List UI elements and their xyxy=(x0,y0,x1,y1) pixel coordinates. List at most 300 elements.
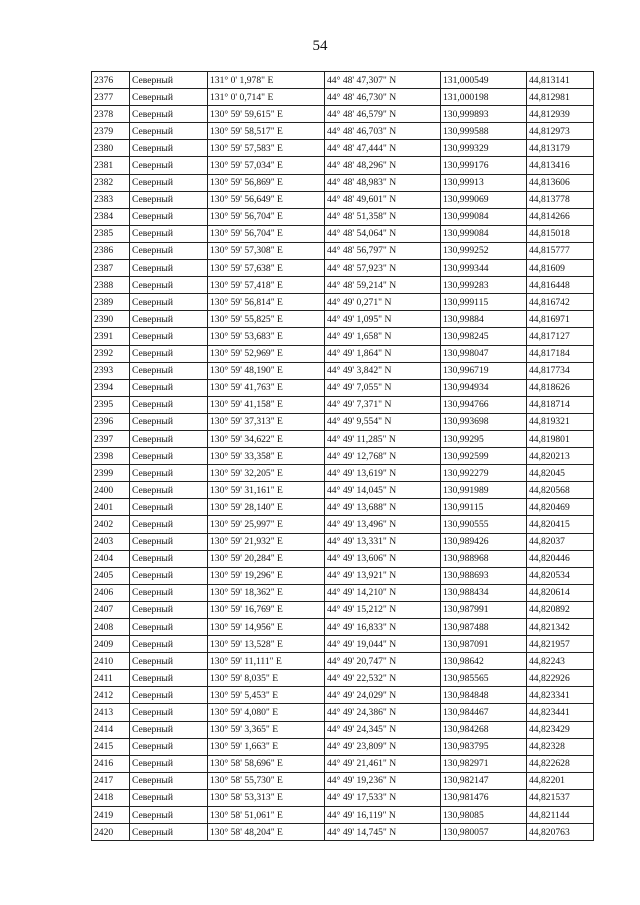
table-row xyxy=(92,123,594,140)
latitude-decimal-cell: 44,813141 xyxy=(527,72,594,89)
longitude-dms-cell: 130° 59' 57,308" E xyxy=(208,242,325,259)
longitude-dms-cell: 130° 59' 55,825" E xyxy=(208,311,325,328)
point-number-cell: 2398 xyxy=(92,448,130,465)
side-cell: Северный xyxy=(130,687,208,704)
side-cell: Северный xyxy=(130,294,208,311)
side-cell: Северный xyxy=(130,225,208,242)
table-row xyxy=(92,824,594,841)
table-row xyxy=(92,430,594,447)
longitude-decimal-cell: 130,985565 xyxy=(441,670,527,687)
longitude-decimal-cell: 130,99913 xyxy=(441,174,527,191)
latitude-dms-cell: 44° 49' 16,833" N xyxy=(325,619,441,636)
latitude-decimal-cell: 44,820763 xyxy=(527,824,594,841)
table-row xyxy=(92,516,594,533)
latitude-decimal-cell: 44,82037 xyxy=(527,533,594,550)
side-cell: Северный xyxy=(130,260,208,277)
point-number-cell: 2399 xyxy=(92,465,130,482)
latitude-decimal-cell: 44,820568 xyxy=(527,482,594,499)
side-cell: Северный xyxy=(130,311,208,328)
table-row xyxy=(92,413,594,430)
side-cell: Северный xyxy=(130,619,208,636)
longitude-decimal-cell: 130,999329 xyxy=(441,140,527,157)
table-row xyxy=(92,482,594,499)
longitude-decimal-cell: 130,984268 xyxy=(441,721,527,738)
longitude-decimal-cell: 130,988693 xyxy=(441,567,527,584)
side-cell: Северный xyxy=(130,191,208,208)
longitude-dms-cell: 130° 59' 56,869" E xyxy=(208,174,325,191)
point-number-cell: 2408 xyxy=(92,619,130,636)
latitude-dms-cell: 44° 48' 47,444" N xyxy=(325,140,441,157)
table-row xyxy=(92,738,594,755)
longitude-decimal-cell: 130,998245 xyxy=(441,328,527,345)
point-number-cell: 2404 xyxy=(92,550,130,567)
side-cell: Северный xyxy=(130,584,208,601)
table-row xyxy=(92,328,594,345)
table-row xyxy=(92,242,594,259)
point-number-cell: 2392 xyxy=(92,345,130,362)
longitude-dms-cell: 130° 59' 16,769" E xyxy=(208,601,325,618)
longitude-decimal-cell: 130,987488 xyxy=(441,619,527,636)
point-number-cell: 2376 xyxy=(92,72,130,89)
table-row xyxy=(92,89,594,106)
latitude-dms-cell: 44° 49' 13,921" N xyxy=(325,567,441,584)
longitude-dms-cell: 130° 59' 20,284" E xyxy=(208,550,325,567)
latitude-decimal-cell: 44,821957 xyxy=(527,636,594,653)
side-cell: Северный xyxy=(130,567,208,584)
latitude-dms-cell: 44° 48' 46,703" N xyxy=(325,123,441,140)
table-row xyxy=(92,533,594,550)
latitude-decimal-cell: 44,818626 xyxy=(527,379,594,396)
longitude-decimal-cell: 130,999069 xyxy=(441,191,527,208)
table-row xyxy=(92,72,594,89)
table-row xyxy=(92,294,594,311)
latitude-decimal-cell: 44,82045 xyxy=(527,465,594,482)
longitude-decimal-cell: 130,999344 xyxy=(441,260,527,277)
latitude-dms-cell: 44° 49' 1,864" N xyxy=(325,345,441,362)
latitude-dms-cell: 44° 48' 46,579" N xyxy=(325,106,441,123)
latitude-dms-cell: 44° 49' 17,533" N xyxy=(325,789,441,806)
longitude-dms-cell: 130° 59' 21,932" E xyxy=(208,533,325,550)
latitude-decimal-cell: 44,823429 xyxy=(527,721,594,738)
coordinates-table xyxy=(91,71,594,841)
table-row xyxy=(92,670,594,687)
point-number-cell: 2395 xyxy=(92,396,130,413)
point-number-cell: 2390 xyxy=(92,311,130,328)
table-row xyxy=(92,225,594,242)
latitude-decimal-cell: 44,818714 xyxy=(527,396,594,413)
point-number-cell: 2401 xyxy=(92,499,130,516)
side-cell: Северный xyxy=(130,824,208,841)
latitude-decimal-cell: 44,817734 xyxy=(527,362,594,379)
latitude-decimal-cell: 44,815018 xyxy=(527,225,594,242)
latitude-decimal-cell: 44,81609 xyxy=(527,260,594,277)
latitude-dms-cell: 44° 49' 7,371" N xyxy=(325,396,441,413)
longitude-dms-cell: 130° 59' 3,365" E xyxy=(208,721,325,738)
side-cell: Северный xyxy=(130,140,208,157)
table-row xyxy=(92,157,594,174)
table-row xyxy=(92,755,594,772)
latitude-decimal-cell: 44,814266 xyxy=(527,208,594,225)
longitude-dms-cell: 130° 59' 58,517" E xyxy=(208,123,325,140)
latitude-dms-cell: 44° 48' 59,214" N xyxy=(325,277,441,294)
longitude-dms-cell: 130° 59' 1,663" E xyxy=(208,738,325,755)
longitude-dms-cell: 130° 59' 56,814" E xyxy=(208,294,325,311)
table-row xyxy=(92,174,594,191)
longitude-decimal-cell: 130,999283 xyxy=(441,277,527,294)
longitude-dms-cell: 130° 59' 37,313" E xyxy=(208,413,325,430)
longitude-dms-cell: 130° 59' 57,583" E xyxy=(208,140,325,157)
table-row xyxy=(92,106,594,123)
longitude-dms-cell: 130° 58' 58,696" E xyxy=(208,755,325,772)
longitude-decimal-cell: 130,999115 xyxy=(441,294,527,311)
side-cell: Северный xyxy=(130,670,208,687)
latitude-decimal-cell: 44,813179 xyxy=(527,140,594,157)
longitude-dms-cell: 130° 59' 33,358" E xyxy=(208,448,325,465)
side-cell: Северный xyxy=(130,636,208,653)
longitude-dms-cell: 130° 59' 41,158" E xyxy=(208,396,325,413)
longitude-dms-cell: 130° 59' 41,763" E xyxy=(208,379,325,396)
latitude-decimal-cell: 44,813606 xyxy=(527,174,594,191)
latitude-dms-cell: 44° 49' 12,768" N xyxy=(325,448,441,465)
table-row xyxy=(92,499,594,516)
point-number-cell: 2382 xyxy=(92,174,130,191)
longitude-dms-cell: 130° 59' 57,638" E xyxy=(208,260,325,277)
latitude-dms-cell: 44° 48' 56,797" N xyxy=(325,242,441,259)
table-row xyxy=(92,772,594,789)
side-cell: Северный xyxy=(130,807,208,824)
side-cell: Северный xyxy=(130,396,208,413)
latitude-decimal-cell: 44,823441 xyxy=(527,704,594,721)
longitude-decimal-cell: 130,999084 xyxy=(441,208,527,225)
side-cell: Северный xyxy=(130,362,208,379)
longitude-dms-cell: 130° 58' 53,313" E xyxy=(208,789,325,806)
point-number-cell: 2416 xyxy=(92,755,130,772)
longitude-decimal-cell: 130,984467 xyxy=(441,704,527,721)
latitude-decimal-cell: 44,82243 xyxy=(527,653,594,670)
longitude-dms-cell: 130° 59' 57,034" E xyxy=(208,157,325,174)
side-cell: Северный xyxy=(130,465,208,482)
side-cell: Северный xyxy=(130,516,208,533)
longitude-decimal-cell: 130,99295 xyxy=(441,430,527,447)
side-cell: Северный xyxy=(130,89,208,106)
table-row xyxy=(92,362,594,379)
longitude-decimal-cell: 130,999252 xyxy=(441,242,527,259)
table-row xyxy=(92,208,594,225)
point-number-cell: 2403 xyxy=(92,533,130,550)
longitude-decimal-cell: 130,98642 xyxy=(441,653,527,670)
side-cell: Северный xyxy=(130,789,208,806)
point-number-cell: 2414 xyxy=(92,721,130,738)
latitude-decimal-cell: 44,819801 xyxy=(527,430,594,447)
longitude-decimal-cell: 130,98085 xyxy=(441,807,527,824)
longitude-dms-cell: 130° 58' 48,204" E xyxy=(208,824,325,841)
latitude-dms-cell: 44° 49' 11,285" N xyxy=(325,430,441,447)
side-cell: Северный xyxy=(130,277,208,294)
longitude-decimal-cell: 130,983795 xyxy=(441,738,527,755)
side-cell: Северный xyxy=(130,499,208,516)
point-number-cell: 2385 xyxy=(92,225,130,242)
longitude-decimal-cell: 130,998047 xyxy=(441,345,527,362)
point-number-cell: 2394 xyxy=(92,379,130,396)
latitude-decimal-cell: 44,816971 xyxy=(527,311,594,328)
point-number-cell: 2410 xyxy=(92,653,130,670)
latitude-dms-cell: 44° 48' 49,601" N xyxy=(325,191,441,208)
latitude-dms-cell: 44° 49' 13,331" N xyxy=(325,533,441,550)
longitude-dms-cell: 130° 58' 55,730" E xyxy=(208,772,325,789)
longitude-decimal-cell: 130,994934 xyxy=(441,379,527,396)
longitude-dms-cell: 130° 59' 4,080" E xyxy=(208,704,325,721)
table-row xyxy=(92,396,594,413)
table-row xyxy=(92,311,594,328)
latitude-dms-cell: 44° 49' 13,606" N xyxy=(325,550,441,567)
longitude-decimal-cell: 130,999588 xyxy=(441,123,527,140)
longitude-dms-cell: 130° 58' 51,061" E xyxy=(208,807,325,824)
side-cell: Северный xyxy=(130,738,208,755)
latitude-decimal-cell: 44,816742 xyxy=(527,294,594,311)
longitude-dms-cell: 130° 59' 5,453" E xyxy=(208,687,325,704)
table-row xyxy=(92,550,594,567)
table-row xyxy=(92,653,594,670)
side-cell: Северный xyxy=(130,208,208,225)
latitude-dms-cell: 44° 49' 13,688" N xyxy=(325,499,441,516)
longitude-dms-cell: 130° 59' 59,615" E xyxy=(208,106,325,123)
latitude-decimal-cell: 44,82201 xyxy=(527,772,594,789)
table-row xyxy=(92,191,594,208)
latitude-decimal-cell: 44,815777 xyxy=(527,242,594,259)
latitude-decimal-cell: 44,812939 xyxy=(527,106,594,123)
latitude-decimal-cell: 44,820446 xyxy=(527,550,594,567)
longitude-dms-cell: 130° 59' 25,997" E xyxy=(208,516,325,533)
longitude-decimal-cell: 130,99115 xyxy=(441,499,527,516)
latitude-decimal-cell: 44,812981 xyxy=(527,89,594,106)
side-cell: Северный xyxy=(130,174,208,191)
longitude-decimal-cell: 130,982147 xyxy=(441,772,527,789)
point-number-cell: 2377 xyxy=(92,89,130,106)
longitude-decimal-cell: 130,999893 xyxy=(441,106,527,123)
longitude-decimal-cell: 130,993698 xyxy=(441,413,527,430)
latitude-decimal-cell: 44,820614 xyxy=(527,584,594,601)
longitude-dms-cell: 130° 59' 56,704" E xyxy=(208,208,325,225)
point-number-cell: 2412 xyxy=(92,687,130,704)
point-number-cell: 2387 xyxy=(92,260,130,277)
latitude-decimal-cell: 44,823341 xyxy=(527,687,594,704)
longitude-dms-cell: 130° 59' 57,418" E xyxy=(208,277,325,294)
table-row xyxy=(92,345,594,362)
latitude-dms-cell: 44° 49' 21,461" N xyxy=(325,755,441,772)
longitude-decimal-cell: 131,000549 xyxy=(441,72,527,89)
side-cell: Северный xyxy=(130,379,208,396)
latitude-decimal-cell: 44,817127 xyxy=(527,328,594,345)
latitude-decimal-cell: 44,822628 xyxy=(527,755,594,772)
side-cell: Северный xyxy=(130,72,208,89)
latitude-dms-cell: 44° 49' 14,745" N xyxy=(325,824,441,841)
side-cell: Северный xyxy=(130,721,208,738)
longitude-dms-cell: 130° 59' 13,528" E xyxy=(208,636,325,653)
latitude-dms-cell: 44° 49' 7,055" N xyxy=(325,379,441,396)
latitude-decimal-cell: 44,820469 xyxy=(527,499,594,516)
coordinates-table-body xyxy=(92,72,594,841)
longitude-dms-cell: 130° 59' 56,704" E xyxy=(208,225,325,242)
side-cell: Северный xyxy=(130,157,208,174)
longitude-dms-cell: 131° 0' 0,714" E xyxy=(208,89,325,106)
longitude-dms-cell: 130° 59' 32,205" E xyxy=(208,465,325,482)
latitude-dms-cell: 44° 49' 20,747" N xyxy=(325,653,441,670)
side-cell: Северный xyxy=(130,242,208,259)
longitude-decimal-cell: 130,991989 xyxy=(441,482,527,499)
latitude-dms-cell: 44° 48' 51,358" N xyxy=(325,208,441,225)
longitude-decimal-cell: 130,982971 xyxy=(441,755,527,772)
point-number-cell: 2381 xyxy=(92,157,130,174)
latitude-dms-cell: 44° 49' 13,619" N xyxy=(325,465,441,482)
point-number-cell: 2415 xyxy=(92,738,130,755)
longitude-decimal-cell: 130,981476 xyxy=(441,789,527,806)
table-row xyxy=(92,704,594,721)
point-number-cell: 2409 xyxy=(92,636,130,653)
latitude-dms-cell: 44° 48' 57,923" N xyxy=(325,260,441,277)
latitude-dms-cell: 44° 49' 13,496" N xyxy=(325,516,441,533)
side-cell: Северный xyxy=(130,482,208,499)
longitude-decimal-cell: 130,989426 xyxy=(441,533,527,550)
side-cell: Северный xyxy=(130,345,208,362)
table-row xyxy=(92,636,594,653)
latitude-dms-cell: 44° 48' 54,064" N xyxy=(325,225,441,242)
longitude-dms-cell: 130° 59' 34,622" E xyxy=(208,430,325,447)
table-row xyxy=(92,687,594,704)
longitude-decimal-cell: 130,980057 xyxy=(441,824,527,841)
latitude-dms-cell: 44° 49' 24,386" N xyxy=(325,704,441,721)
latitude-decimal-cell: 44,819321 xyxy=(527,413,594,430)
point-number-cell: 2383 xyxy=(92,191,130,208)
longitude-decimal-cell: 130,999176 xyxy=(441,157,527,174)
side-cell: Северный xyxy=(130,653,208,670)
latitude-decimal-cell: 44,813778 xyxy=(527,191,594,208)
latitude-dms-cell: 44° 48' 48,983" N xyxy=(325,174,441,191)
point-number-cell: 2389 xyxy=(92,294,130,311)
latitude-dms-cell: 44° 49' 24,345" N xyxy=(325,721,441,738)
side-cell: Северный xyxy=(130,601,208,618)
side-cell: Северный xyxy=(130,123,208,140)
longitude-dms-cell: 130° 59' 31,161" E xyxy=(208,482,325,499)
table-row xyxy=(92,379,594,396)
latitude-dms-cell: 44° 49' 9,554" N xyxy=(325,413,441,430)
latitude-dms-cell: 44° 48' 48,296" N xyxy=(325,157,441,174)
longitude-dms-cell: 130° 59' 11,111" E xyxy=(208,653,325,670)
point-number-cell: 2402 xyxy=(92,516,130,533)
point-number-cell: 2420 xyxy=(92,824,130,841)
point-number-cell: 2380 xyxy=(92,140,130,157)
point-number-cell: 2400 xyxy=(92,482,130,499)
latitude-decimal-cell: 44,816448 xyxy=(527,277,594,294)
side-cell: Северный xyxy=(130,550,208,567)
table-row xyxy=(92,619,594,636)
longitude-decimal-cell: 130,992599 xyxy=(441,448,527,465)
latitude-dms-cell: 44° 49' 1,095" N xyxy=(325,311,441,328)
longitude-dms-cell: 130° 59' 14,956" E xyxy=(208,619,325,636)
longitude-dms-cell: 130° 59' 8,035" E xyxy=(208,670,325,687)
latitude-decimal-cell: 44,821537 xyxy=(527,789,594,806)
longitude-decimal-cell: 130,99884 xyxy=(441,311,527,328)
table-row xyxy=(92,140,594,157)
latitude-decimal-cell: 44,820892 xyxy=(527,601,594,618)
latitude-decimal-cell: 44,822926 xyxy=(527,670,594,687)
longitude-dms-cell: 130° 59' 56,649" E xyxy=(208,191,325,208)
point-number-cell: 2418 xyxy=(92,789,130,806)
point-number-cell: 2393 xyxy=(92,362,130,379)
table-row xyxy=(92,465,594,482)
latitude-decimal-cell: 44,821342 xyxy=(527,619,594,636)
point-number-cell: 2384 xyxy=(92,208,130,225)
point-number-cell: 2411 xyxy=(92,670,130,687)
side-cell: Северный xyxy=(130,448,208,465)
side-cell: Северный xyxy=(130,328,208,345)
latitude-dms-cell: 44° 49' 14,210" N xyxy=(325,584,441,601)
longitude-decimal-cell: 131,000198 xyxy=(441,89,527,106)
side-cell: Северный xyxy=(130,533,208,550)
table-row xyxy=(92,448,594,465)
page-number: 54 xyxy=(312,38,328,54)
table-row xyxy=(92,807,594,824)
latitude-dms-cell: 44° 49' 23,809" N xyxy=(325,738,441,755)
point-number-cell: 2397 xyxy=(92,430,130,447)
latitude-decimal-cell: 44,820213 xyxy=(527,448,594,465)
latitude-decimal-cell: 44,812973 xyxy=(527,123,594,140)
longitude-dms-cell: 130° 59' 52,969" E xyxy=(208,345,325,362)
side-cell: Северный xyxy=(130,106,208,123)
longitude-decimal-cell: 130,996719 xyxy=(441,362,527,379)
latitude-dms-cell: 44° 49' 16,119" N xyxy=(325,807,441,824)
latitude-dms-cell: 44° 49' 3,842" N xyxy=(325,362,441,379)
latitude-dms-cell: 44° 48' 47,307" N xyxy=(325,72,441,89)
latitude-decimal-cell: 44,821144 xyxy=(527,807,594,824)
side-cell: Северный xyxy=(130,772,208,789)
point-number-cell: 2386 xyxy=(92,242,130,259)
point-number-cell: 2419 xyxy=(92,807,130,824)
longitude-decimal-cell: 130,987091 xyxy=(441,636,527,653)
side-cell: Северный xyxy=(130,755,208,772)
latitude-dms-cell: 44° 49' 22,532" N xyxy=(325,670,441,687)
latitude-decimal-cell: 44,820415 xyxy=(527,516,594,533)
latitude-dms-cell: 44° 49' 1,658" N xyxy=(325,328,441,345)
table-row xyxy=(92,601,594,618)
point-number-cell: 2388 xyxy=(92,277,130,294)
longitude-dms-cell: 131° 0' 1,978" E xyxy=(208,72,325,89)
longitude-dms-cell: 130° 59' 19,296" E xyxy=(208,567,325,584)
longitude-decimal-cell: 130,990555 xyxy=(441,516,527,533)
latitude-decimal-cell: 44,817184 xyxy=(527,345,594,362)
latitude-dms-cell: 44° 49' 15,212" N xyxy=(325,601,441,618)
point-number-cell: 2396 xyxy=(92,413,130,430)
point-number-cell: 2379 xyxy=(92,123,130,140)
table-row xyxy=(92,277,594,294)
latitude-dms-cell: 44° 49' 19,236" N xyxy=(325,772,441,789)
side-cell: Северный xyxy=(130,413,208,430)
point-number-cell: 2378 xyxy=(92,106,130,123)
latitude-dms-cell: 44° 49' 19,044" N xyxy=(325,636,441,653)
longitude-decimal-cell: 130,988968 xyxy=(441,550,527,567)
side-cell: Северный xyxy=(130,704,208,721)
point-number-cell: 2406 xyxy=(92,584,130,601)
longitude-dms-cell: 130° 59' 53,683" E xyxy=(208,328,325,345)
point-number-cell: 2417 xyxy=(92,772,130,789)
longitude-dms-cell: 130° 59' 18,362" E xyxy=(208,584,325,601)
table-row xyxy=(92,584,594,601)
side-cell: Северный xyxy=(130,430,208,447)
longitude-decimal-cell: 130,984848 xyxy=(441,687,527,704)
longitude-decimal-cell: 130,988434 xyxy=(441,584,527,601)
latitude-decimal-cell: 44,82328 xyxy=(527,738,594,755)
longitude-decimal-cell: 130,992279 xyxy=(441,465,527,482)
point-number-cell: 2405 xyxy=(92,567,130,584)
